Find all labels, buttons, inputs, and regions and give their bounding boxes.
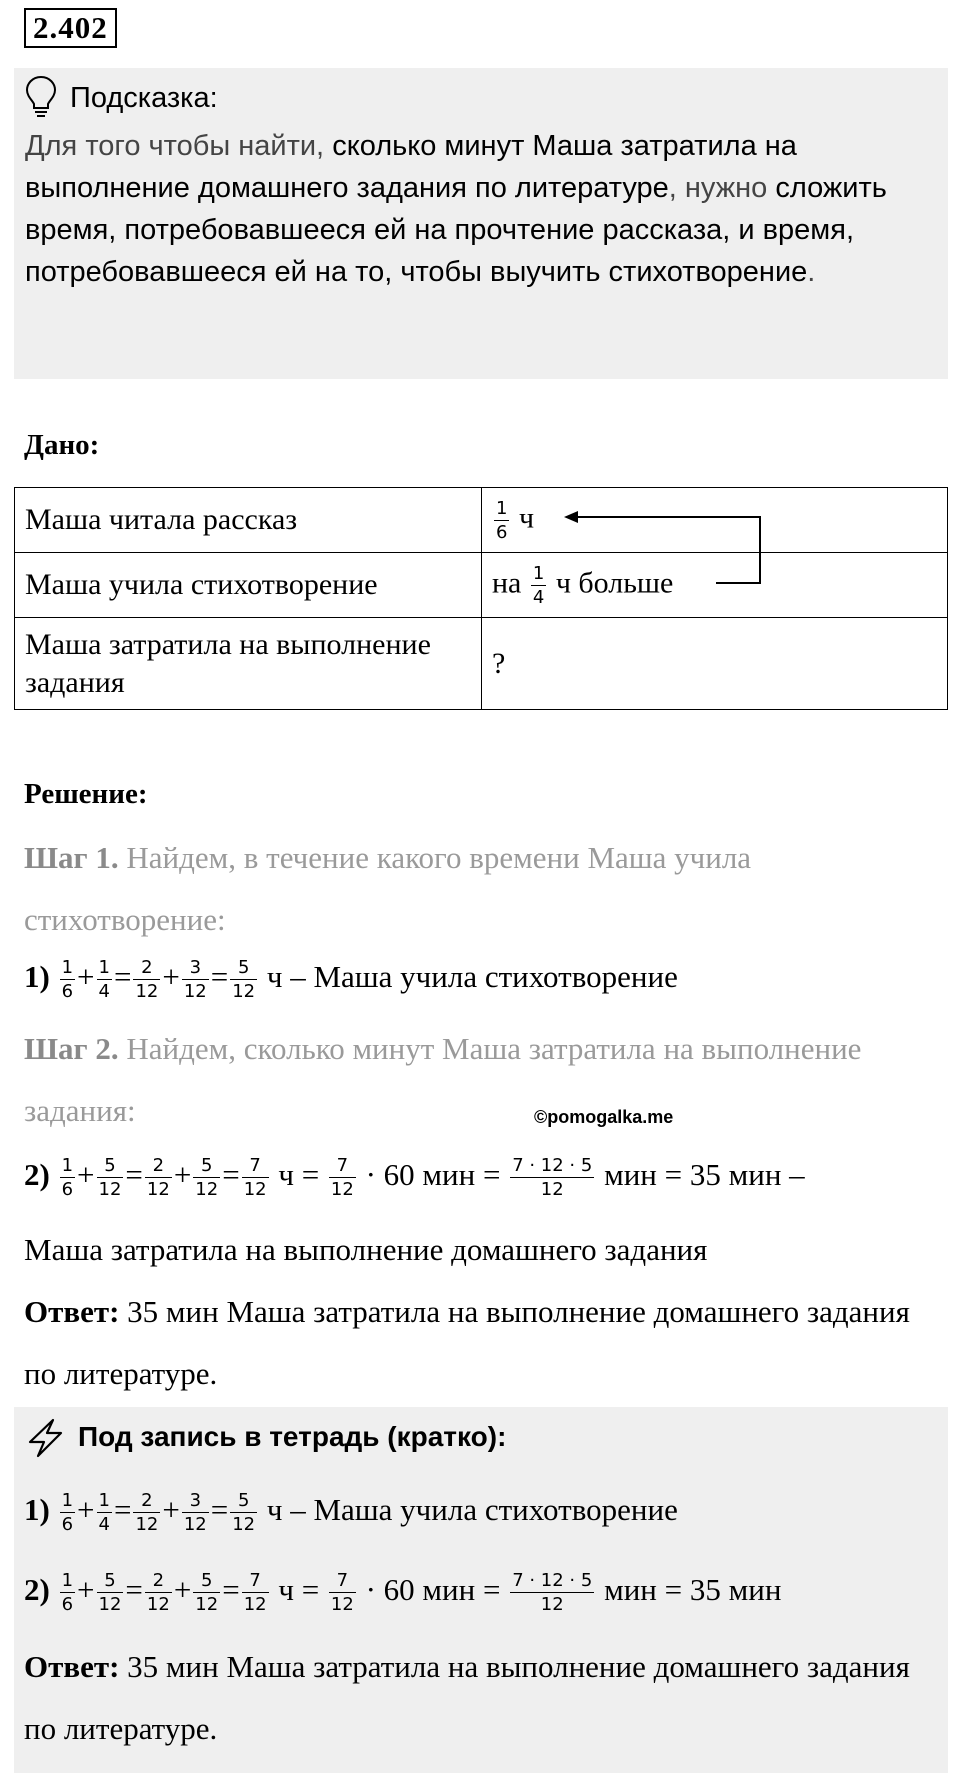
notebook-title: Под запись в тетрадь (кратко):: [78, 1421, 507, 1452]
table-row: [15, 488, 948, 553]
solution-line-2: 2) $\frac{1}{6}$ + $\frac{5}{12}$ = $\frac{2}{12}$ + $\frac{5}{12}$ = $\frac{7}{12}$ ч = $\frac{7}{12}$ · 60 мин = $\frac{7 \cdot 12 \cdot 5}{12}$ мин = 35 мин –: [24, 1155, 805, 1201]
solution-line-1: 1) $\frac{1}{6}$ + $\frac{1}{4}$ = $\frac{2}{12}$ + $\frac{3}{12}$ = $\frac{5}{12}$ ч – Маша учила стихотворение: [24, 957, 678, 1003]
table-row: [15, 553, 948, 618]
given-heading: Дано:: [24, 429, 100, 461]
fraction: $\frac{1}{4}$: [532, 562, 545, 608]
given-value: на $\frac{1}{4}$ ч больше: [482, 553, 948, 618]
hint-title: Подсказка:: [70, 82, 218, 114]
given-label: Маша учила стихотворение: [15, 553, 482, 618]
notebook-line-1: 1) $\frac{1}{6}$ + $\frac{1}{4}$ = $\frac{2}{12}$ + $\frac{3}{12}$ = $\frac{5}{12}$ ч – Маша учила стихотворение: [24, 1490, 678, 1536]
step-1: Шаг 1. Найдем, в течение какого времени Маша учила стихотворение:: [24, 840, 752, 937]
arrow-connector: [560, 503, 770, 588]
given-table: [14, 487, 948, 710]
given-label: Маша затратила на выполнение задания: [15, 618, 482, 710]
answer: Ответ: 35 мин Маша затратила на выполнение домашнего задания по литературе.: [24, 1294, 910, 1391]
notebook-line-2: 2) $\frac{1}{6}$ + $\frac{5}{12}$ = $\frac{2}{12}$ + $\frac{5}{12}$ = $\frac{7}{12}$ ч = $\frac{7}{12}$ · 60 мин = $\frac{7 \cdot 12 \cdot 5}{12}$ мин = 35 мин: [24, 1570, 782, 1616]
solution-line-2-cont: Маша затратила на выполнение домашнего задания: [24, 1232, 708, 1267]
given-value: ?: [482, 618, 948, 710]
given-label: Маша читала рассказ: [15, 488, 482, 553]
step-2: Шаг 2. Найдем, сколько минут Маша затратила на выполнение задания:: [24, 1031, 862, 1128]
given-value: $\frac{1}{6}$ ч: [482, 488, 948, 553]
watermark: ©pomogalka.me: [534, 1107, 674, 1127]
table-row: [15, 618, 948, 710]
hint-text: Для того чтобы найти, сколько минут Маша затратила на выполнение домашнего задания по литературе, нужно сложить время, потребовавшееся ей на прочтение рассказа, и время, потребовавшееся ей на то, чтобы выучить стихотворение.: [25, 130, 887, 288]
lightning-icon: [26, 1418, 66, 1458]
lightbulb-icon: [24, 74, 58, 118]
notebook-answer: Ответ: 35 мин Маша затратила на выполнение домашнего задания по литературе.: [24, 1649, 910, 1746]
solution-heading: Решение:: [24, 778, 148, 810]
fraction: $\frac{1}{6}$: [496, 497, 508, 543]
task-number: 2.402: [24, 8, 117, 48]
